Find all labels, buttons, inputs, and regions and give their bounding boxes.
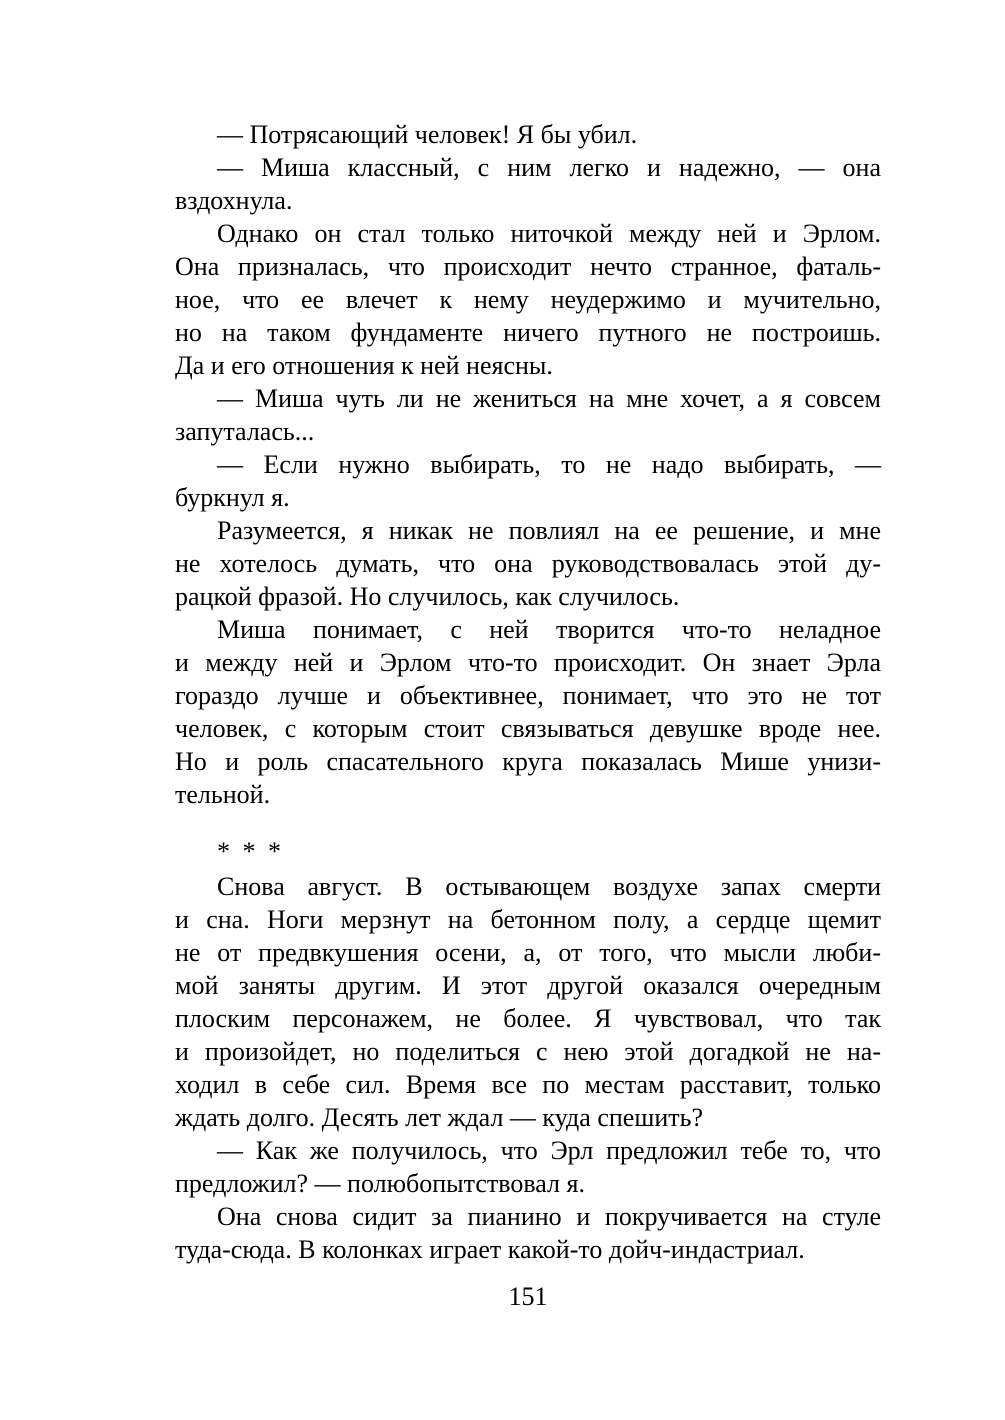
text-line: Снова август. В остывающем воздухе запах смерти [217, 872, 881, 901]
text-line: гораздо лучше и объективнее, понимает, что это не тот [175, 681, 881, 710]
text-line: ждать долго. Десять лет ждал — куда спешить? [175, 1103, 704, 1132]
text-line: и между ней и Эрлом что-то происходит. Он знает Эрла [175, 648, 881, 677]
text-line: — Миша чуть ли не жениться на мне хочет, а я совсем [217, 384, 881, 413]
text-line: не от предвкушения осени, а, от того, что мысли люби- [175, 938, 881, 967]
text-line: Она призналась, что происходит нечто странное, фаталь- [175, 252, 881, 281]
paragraph [175, 870, 881, 1134]
text-line: Она снова сидит за пианино и покручивается на стуле [217, 1202, 881, 1231]
paragraph [175, 1200, 881, 1266]
text-line: — Как же получилось, что Эрл предложил тебе то, что [217, 1136, 881, 1165]
section-separator: * * * [217, 837, 284, 866]
paragraph [175, 514, 881, 613]
text-line: Но и роль спасательного круга показалась Мише унизи- [175, 747, 881, 776]
text-line: буркнул я. [175, 483, 290, 512]
text-line: туда-сюда. В колонках играет какой-то дойч-индастриал. [175, 1235, 805, 1264]
text-line: запуталась... [175, 417, 315, 446]
text-line: и произойдет, но поделиться с нею этой догадкой не на- [175, 1037, 881, 1066]
text-line: Да и его отношения к ней неясны. [175, 351, 553, 380]
text-line: плоским персонажем, не более. Я чувствовал, что так [175, 1004, 881, 1033]
text-block [175, 118, 881, 1266]
text-line: — Потрясающий человек! Я бы убил. [217, 120, 638, 149]
text-line: Однако он стал только ниточкой между ней и Эрлом. [217, 219, 881, 248]
text-line: но на таком фундаменте ничего путного не построишь. [175, 318, 881, 347]
text-line: — Миша классный, с ним легко и надежно, — она [217, 153, 881, 182]
text-line: ходил в себе сил. Время все по местам расставит, только [175, 1070, 881, 1099]
paragraph [175, 1134, 881, 1200]
paragraph [175, 613, 881, 811]
text-line: ное, что ее влечет к нему неудержимо и мучительно, [175, 285, 881, 314]
paragraph [175, 118, 881, 151]
text-line: — Если нужно выбирать, то не надо выбирать, — [217, 450, 881, 479]
paragraph [175, 448, 881, 514]
text-line: рацкой фразой. Но случилось, как случилось. [175, 582, 680, 611]
paragraph [175, 382, 881, 448]
text-line: Разумеется, я никак не повлиял на ее решение, и мне [217, 516, 881, 545]
paragraph [175, 151, 881, 217]
text-line: и сна. Ноги мерзнут на бетонном полу, а сердце щемит [175, 905, 881, 934]
text-line: мой заняты другим. И этот другой оказался очередным [175, 971, 881, 1000]
text-line: предложил? — полюбопытствовал я. [175, 1169, 585, 1198]
text-line: не хотелось думать, что она руководствовалась этой ду- [175, 549, 881, 578]
text-line: вздохнула. [175, 186, 293, 215]
text-line: тельной. [175, 780, 271, 809]
text-line: человек, с которым стоит связываться девушке вроде нее. [175, 714, 881, 743]
page-number: 151 [508, 1282, 548, 1311]
paragraph [175, 217, 881, 382]
text-line: Миша понимает, с ней творится что-то неладное [217, 615, 881, 644]
